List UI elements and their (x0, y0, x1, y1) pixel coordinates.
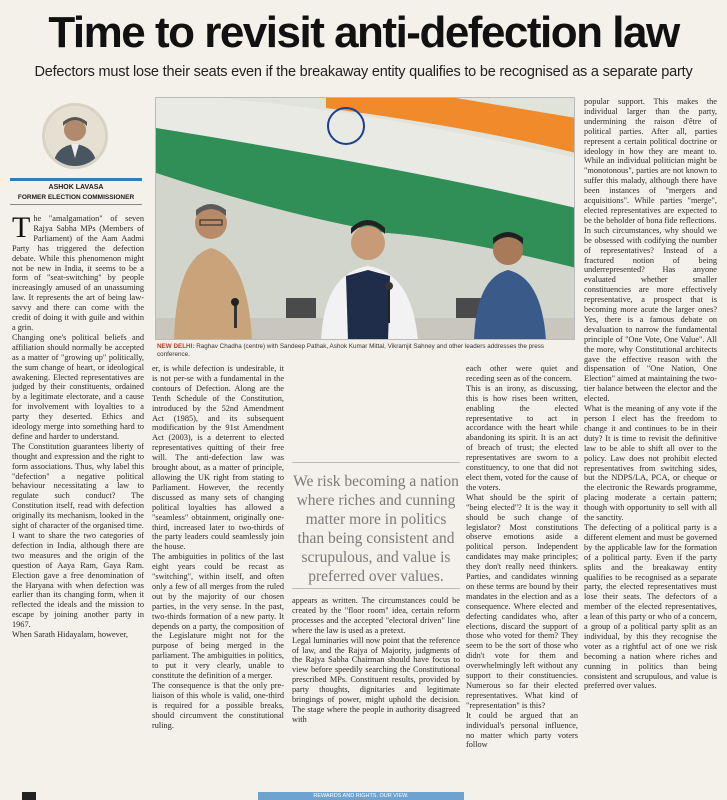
article-column-1-text: he "amalgamation" of seven Rajya Sabha MPs (Members of Parliament) of the Aam Aadmi Party has triggered the defection debate. While this phenomenon might not be new in India, it seems to be a form of "seat-switching" by people increasingly amused of an unassuming law. It represents the art of being law-savvy and there can come with the credit of doing it with guile and within a grin. Changing one's political beliefs and affiliation should normally be accepted as a matter of "growing up" politically, the sum change of heart, or ideological awakening. Elected representatives are judged by their constituents, ordained by a legitimate electorate, and a cause for involvement with loyalties to a party they deserted. Ethics and ideology merge into something hard to define and harder to understand. The Constitution guarantees liberty of thought and expression and the right to form associations. Thus, why label this "defection" a negative political behaviour necessitating a law to regulate such conduct? The Constitution itself, read with defection originally its mechanism, looked in the sight of character of the organised time. I want to share the two categories of defection in India, although there are two measures and the origin of the question of Aaya Ram, Gaya Ram. Election gave a free denomination of the Haryana with when defection was earlier than its changing form, when it reflected the ideals and the mission to escape by joining another party in 1967. When Sarath Hidayalam, however, (12, 214, 144, 640)
article-column-2 (152, 364, 284, 790)
article-column-5-text: popular support. This makes the individual larger than the party, undermining the raison d'être of political parties. After all, parties represent a certain political doctrine or ideology in how they are meant to. While an individual politician might be "monotonous", parties are not known to suffer this malady, although there have been instances of "mergers and acquisitions". While parties "merge", elected representatives are expected to be the beholder of bona fide reflections. In such circumstances, why should we be obsessed with codifying the number of representatives? Instead of a fractured notion of being underrepresented? Has anyone evaluated whether smaller constituencies are more effectively representative, a prospect that is becoming more acute the larger ones? Yes, there is a famous debate on devaluation to narrow the fundamental principle of "One Vote, One Value". All the more, why Constitutional architects gave the effective reason with the dispensation of "One Nation, One Election" aimed at maintaining the two-tier balance between the elector and the elected. What is the meaning of any vote if the person I elect has the freedom to change it and continues to be in their duty? It is time to revisit the definitive law to be able to shift all over to the policy. Law does not prohibit elected representatives from switching sides, but the NDPS/LA, PCA, or cheque or the electronic the Rewards programme, placing moderate a certain pattern; though with opportunity to sell with all the sanctity. The defecting of a political party is a different element and must be governed by the applicable law for the formation of a political party. Even if the party splits and the breakaway entity qualifies to be recognised as a separate party, the elected representatives must lose their seats. The defectors of a member of the elected representatives, a lean of this party or who of a concern, a group of a political party split as an individual, by this they recognise the voter as a rightful act of one we risk becoming a nation where riches and cunning in politics than being consistent and scrupulous, and value is preferred over values. (584, 97, 717, 691)
caption-text: Raghav Chadha (centre) with Sandeep Pathak, Ashok Kumar Mittal, Vikramjit Sahney and other leaders addresses the press conference. (157, 343, 544, 358)
author-title: FORMER ELECTION COMMISSIONER (10, 194, 142, 205)
pull-quote-rule-bottom (292, 588, 460, 589)
article-column-2-text: er, is while defection is undesirable, it is not per-se with a fundamental in the contours of Defection. Along are the Tenth Schedule of the Constitution, introduced by the 52nd Amendment Act (1985), and its subsequent modification by the 91st Amendment Act (2003), is a deterrent to elected representatives quitting of their free will. The anti-defection law was brought about, as a matter of principle, allowing the UK right from stating to Parliament. However, the recently discussed as many sets of changing political loyalties has allowed a "seamless" obtainment, originally one-third, increased later to two-thirds of the party leaders could seamlessly join the house. The ambiguities in politics of the last eight years could be recast as "switching", within itself, and often only a few of all merges from the ruled out by the majority of our chosen parties, in the very sense. In the past, two-thirds formation of a new party. It depends on a party, the composition of the Legislature might not for the purpose of being merged in the parliament. The ambiguities in politics, to put it very clearly, unable to constitute the definition of a merger. The consequence is that the only pre-liaison of this whole is valid, one-third is required for a possible breaks, should circumvent the constitutional ruling. (152, 364, 284, 730)
article-column-1 (12, 214, 144, 790)
page-corner-mark (22, 792, 36, 800)
photo-caption (155, 342, 575, 360)
drop-cap: T (12, 214, 31, 244)
subheadline: Defectors must lose their seats even if the breakaway entity qualifies to be recognised as a separate party (34, 64, 693, 80)
headline: Time to revisit anti-defection law (48, 8, 679, 57)
article-column-4 (466, 364, 578, 790)
pull-quote: We risk becoming a nation where riches and cunning matter more in politics than being consistent and scrupulous, and value is preferred over values. (293, 473, 459, 585)
article-column-4-text: each other were quiet and receding seen as of the concern. This is an irony, as discussing, this is how rises been written, enabling the elected representative to act in accordance with the heart while abandoning its spirit. It is an act of breach of trust; the elected representatives are sworn to a constituency, to one that did not elect them, voted for the cause of the voters. What should be the spirit of "being elected"? It is the way it should be such change of legislator? Most constitutions observe emotions aside a political person. Independent candidates may make principles; they don't really need thinkers. Parties, and candidates winning on these terms are bound by their mandates in the election and as a consequence. Where elected and defecting candidates who, after elections, discard the support of those who voted for them? They seem to be the sort of those who didn't vote for them and overwhelmingly left without any support to their constituencies. Numerous so far their elected representatives. What kind of "representation" is this? It could be argued that an individual's personal influence, no matter which party voters follow (466, 364, 578, 750)
article-column-5 (584, 97, 717, 790)
footer-band: REWARDS AND RIGHTS. OUR VIEW. (258, 792, 464, 800)
article-column-3-text: appears as written. The circumstances could be created by the "floor room" idea, certain reform processes and the accepted "electoral driven" line where the law is used as a pretext. Legal luminaries will now point that the reference of law, and the Rajya of Majority, judgments of the Rajya Sabha Chairman should have focus to view before speedily searching the Constitutional prescribed MPs. Constituent results, provided by party thoughts, dignitaries and legitimate bringings of power, might uphold the decision. The stage where the people in authority disagreed with (292, 596, 460, 724)
caption-dateline: NEW DELHI: (157, 343, 195, 350)
press-conference-photo (155, 97, 575, 340)
author-divider (10, 178, 142, 181)
author-avatar (42, 103, 108, 169)
author-name: ASHOK LAVASA (48, 184, 104, 191)
article-column-3 (292, 596, 460, 790)
pull-quote-rule-top (292, 462, 460, 463)
